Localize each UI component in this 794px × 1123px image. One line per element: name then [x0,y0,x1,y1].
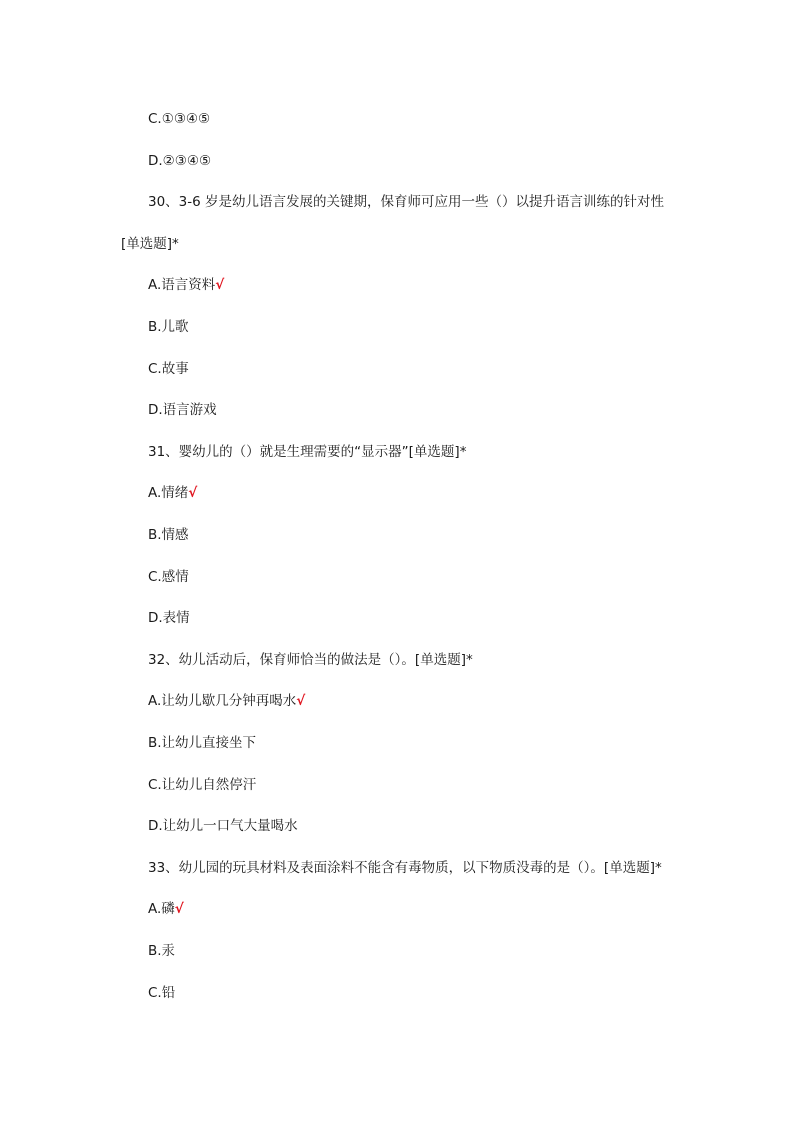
option-d-q31: D.表情 [148,610,190,626]
correct-check-icon: √ [188,485,198,501]
option-c-q30: C.故事 [148,361,189,377]
correct-check-icon: √ [174,901,184,917]
option-a-q31: A.情绪√ [148,485,198,501]
option-c-q33: C.铅 [148,985,176,1001]
correct-check-icon: √ [296,693,306,709]
option-a-q30: A.语言资料√ [148,277,225,293]
option-b-q31: B.情感 [148,527,189,543]
option-b-q30: B.儿歌 [148,319,189,335]
question-31: 31、婴幼儿的（）就是生理需要的“显示器”[单选题]* [148,444,467,460]
option-b-q32: B.让幼儿直接坐下 [148,735,257,751]
option-c-q32: C.让幼儿自然停汗 [148,777,257,793]
option-a-q33: A.磷√ [148,901,184,917]
option-d-q32: D.让幼儿一口气大量喝水 [148,818,298,834]
option-b-q33: B.汞 [148,943,176,959]
option-c-q31: C.感情 [148,569,189,585]
question-32: 32、幼儿活动后，保育师恰当的做法是（）。[单选题]* [148,652,473,668]
question-33: 33、幼儿园的玩具材料及表面涂料不能含有毒物质，以下物质没毒的是（）。[单选题]* [148,860,662,876]
option-d-q29: D.②③④⑤ [148,153,212,169]
correct-check-icon: √ [215,277,225,293]
question-30: 30、3-6 岁是幼儿语言发展的关键期，保育师可应用一些（）以提升语言训练的针对性 [148,194,665,210]
option-c-q29: C.①③④⑤ [148,111,211,127]
option-a-q32: A.让幼儿歇几分钟再喝水√ [148,693,306,709]
option-d-q30: D.语言游戏 [148,402,217,418]
question-30-type: [单选题]* [121,236,179,252]
